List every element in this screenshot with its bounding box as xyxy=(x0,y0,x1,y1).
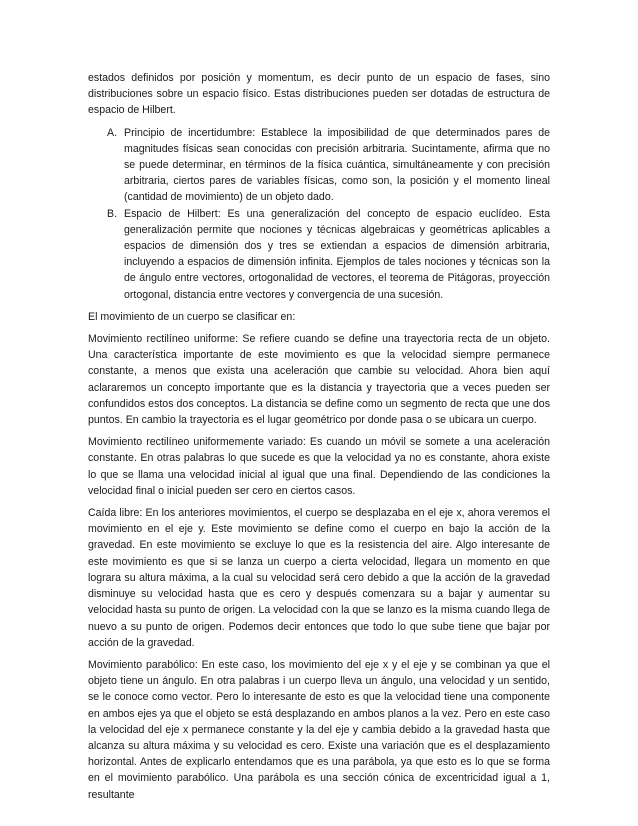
list-item xyxy=(88,206,550,303)
paragraph-parabolico: Movimiento parabólico: En este caso, los movimiento del eje x y el eje y se combinan ya que el objeto tiene un ángulo. En otra palabras i un cuerpo lleva un ángulo, una velocidad y un sentido, se le conoce como vector. Pero lo interesante de esto es que la velocidad tiene una componente en ambos ejes ya que el objeto se está desplazando en ambos planos a la vez. Pero en este caso la velocidad del eje x permanece constante y la del eje y cambia debido a la gravedad hasta que alcanza su altura máxima y su velocidad es cero. Existe una variación que es el desplazamiento horizontal. Antes de explicarlo entendamos que es una parábola, ya que esto es lo que se forma en el movimiento parabólico. Una parábola es una sección cónica de excentricidad igual a 1, resultante xyxy=(88,658,550,801)
list-item-text: Espacio de Hilbert: Es una generalización del concepto de espacio euclídeo. Esta generalización permite que nociones y técnicas algebraicas y geométricas aplicables a espacios de dimensión dos y tres se extiendan a espacios de dimensión arbitraria, incluyendo a espacios de dimensión infinita. Ejemplos de tales nociones y técnicas son la de ángulo entre vectores, ortogonalidad de vectores, el teorema de Pitágoras, proyección ortogonal, distancia entre vectores y convergencia de una sucesión. xyxy=(124,207,550,301)
document-body xyxy=(88,70,550,809)
paragraph-classification: El movimiento de un cuerpo se clasificar en: xyxy=(88,310,296,323)
paragraph-mru: Movimiento rectilíneo uniforme: Se refiere cuando se define una trayectoria recta de un objeto. Una característica importante de este movimiento es que la velocidad siempre permanece constante, a menos que exista una aceleración que cambie su velocidad. Ahora bien aquí aclararemos un concepto importante que es la distancia y trayectoria que a veces pueden ser confundidos estos dos conceptos. La distancia se define como un segmento de recta que une dos puntos. En cambio la trayectoria es el lugar geométrico por donde pasa o se ubicara un cuerpo. xyxy=(88,333,550,427)
paragraph-mruv: Movimiento rectilíneo uniformemente variado: Es cuando un móvil se somete a una aceleración constante. En otras palabras lo que sucede es que la velocidad ya no es constante, ahora existe lo que se llama una velocidad inicial al igual que una final. Dependiendo de las condiciones la velocidad final o inicial pueden ser cero en ciertos casos. xyxy=(88,436,550,497)
list-marker: B. xyxy=(107,207,118,220)
list-item xyxy=(88,125,550,206)
concept-list xyxy=(88,125,550,303)
list-item-text: Principio de incertidumbre: Establece la imposibilidad de que determinados pares de magnitudes físicas sean conocidas con precisión arbitraria. Sucintamente, afirma que no se puede determinar, en términos de la física cuántica, simultáneamente y con precisión arbitraria, ciertos pares de variables físicas, como son, la posición y el momento lineal (cantidad de movimiento) de un objeto dado. xyxy=(124,126,550,204)
list-marker: A. xyxy=(107,126,118,139)
paragraph-caida-libre: Caída libre: En los anteriores movimientos, el cuerpo se desplazaba en el eje x, ahora veremos el movimiento en el eje y. Este movimiento se define como el cuerpo en bajo la acción de la gravedad. En este movimiento se excluye lo que es la resistencia del aire. Algo interesante de este movimiento es que si se lanza un cuerpo a cierta velocidad, llegara un momento en que lograra su altura máxima, a la cual su velocidad será cero debido a que la acción de la gravedad disminuye su velocidad hasta que es cero y después comenzara su a bajar y aumentar su velocidad hasta su punto de origen. La velocidad con la que se lanzo es la misma cuando llega de nuevo a su punto de origen. Podemos decir entonces que todo lo que sube tiene que bajar por acción de la gravedad. xyxy=(88,507,550,649)
paragraph-hilbert-intro: estados definidos por posición y momentum, es decir punto de un espacio de fases, sino distribuciones sobre un espacio físico. Estas distribuciones pueden ser dotadas de estructura de espacio de Hilbert. xyxy=(88,72,550,117)
